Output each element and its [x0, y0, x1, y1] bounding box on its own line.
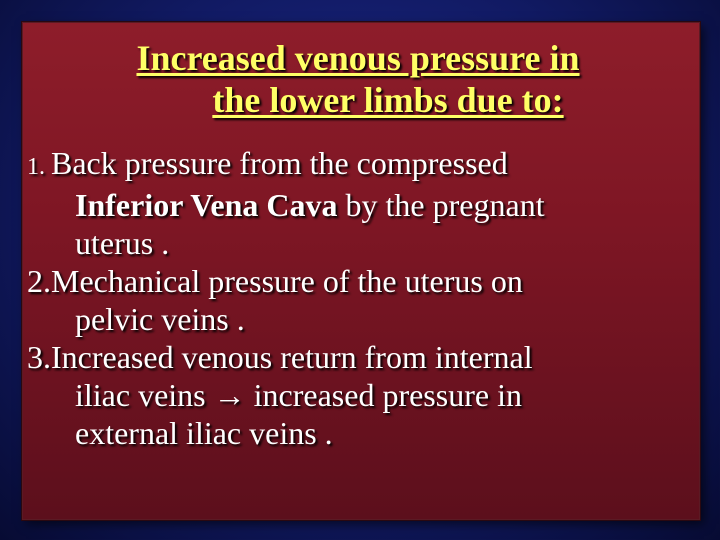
item-text: uterus .: [75, 225, 170, 261]
list-item-1: [27, 144, 697, 262]
item-text: 3.Increased venous return from internal: [27, 339, 533, 375]
title-line-1: Increased venous pressure in: [136, 38, 580, 78]
slide-title: [23, 37, 699, 121]
item-text: external iliac veins .: [75, 415, 333, 451]
content-panel: [22, 22, 700, 520]
item-text: 2.Mechanical pressure of the uterus on: [27, 263, 523, 299]
item-text: Back pressure from the compressed: [51, 145, 508, 181]
list-item-3: [27, 338, 697, 452]
emphasized-term: Inferior Vena Cava: [75, 187, 338, 223]
cause-list: [27, 144, 697, 452]
title-line-2: the lower limbs due to:: [212, 80, 564, 120]
list-item-2: [27, 262, 697, 338]
item-text: pelvic veins .: [75, 301, 245, 337]
item-text: iliac veins → increased pressure in: [75, 377, 522, 413]
item-text: by the pregnant: [337, 187, 545, 223]
item-number: 1.: [27, 154, 45, 180]
